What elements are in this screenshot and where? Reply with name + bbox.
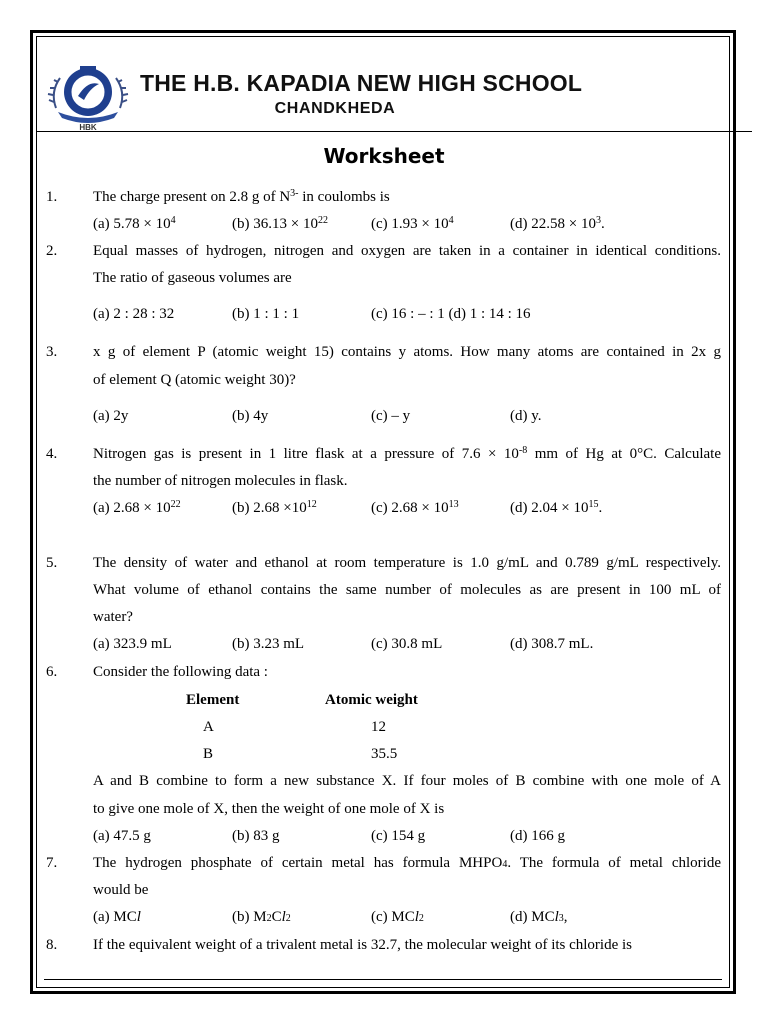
header-divider (36, 131, 752, 132)
q5-option-a: (a) 323.9 mL (93, 636, 172, 652)
q4-number: 4. (46, 446, 58, 462)
q4-option-b: (b) $2.68 \times 10^{12}$ (232, 499, 317, 516)
q7-number: 7. (46, 855, 58, 871)
school-name: THE H.B. KAPADIA NEW HIGH SCHOOL (140, 70, 583, 96)
logo-text: HBK (79, 123, 97, 132)
q3-option-b: (b) 4y (232, 408, 269, 424)
q5-text-line2: What volume of ethanol contains the same number of molecules as are present in 100 mL of (93, 582, 721, 598)
q6-option-b: (b) 83 g (232, 828, 280, 844)
q7-option-a: (a) MCl (93, 909, 141, 925)
page-title: Worksheet (323, 144, 445, 168)
q8-number: 8. (46, 937, 58, 953)
q6-number: 6. (46, 664, 58, 680)
q1-option-b: (b) $36.13 \times 10^{22}$ (232, 215, 328, 232)
q2-text-line1: Equal masses of hydrogen, nitrogen and oxygen are taken in a container in identical conditions. (93, 243, 721, 259)
q2-text-line2: The ratio of gaseous volumes are (93, 270, 292, 286)
q5-text-line1: The density of water and ethanol at room temperature is 1.0 g/mL and 0.789 g/mL respectively. (93, 555, 721, 571)
q8-text-line1: If the equivalent weight of a trivalent metal is 32.7, the molecular weight of its chloride is (93, 937, 633, 953)
q4-option-a: (a) $2.68 \times 10^{22}$ (93, 499, 181, 516)
q1-number: 1. (46, 189, 58, 205)
q6-option-d: (d) 166 g (510, 828, 565, 844)
q5-option-b: (b) 3.23 mL (232, 636, 305, 652)
q6-table-header-element: Element (186, 692, 240, 708)
q7-option-d: (d) MCl$_3$, (510, 909, 568, 925)
q6-text-line2: to give one mole of X, then the weight of one mole of X is (93, 801, 445, 817)
q6-table-header-weight: Atomic weight (325, 692, 418, 708)
q7-option-c: (c) MCl$_2$ (371, 909, 424, 925)
q4-text-line1: Nitrogen gas is present in 1 litre flask at a pressure of $7.6 \times 10^{-8}$ mm of Hg at 0°C. Calculate (93, 445, 721, 462)
q7-text-line2: would be (93, 882, 149, 898)
q3-number: 3. (46, 344, 58, 360)
q4-text-line2: the number of nitrogen molecules in flask. (93, 473, 348, 489)
q2-number: 2. (46, 243, 58, 259)
q5-text-line3: water? (93, 609, 133, 625)
q7-text-line1: The hydrogen phosphate of certain metal has formula $MHPO_4$. The formula of metal chloride (93, 855, 721, 871)
q3-option-c: (c) – y (371, 408, 411, 424)
footer-divider (44, 979, 722, 980)
q6-table-cell-weight: 35.5 (371, 746, 398, 762)
q3-option-d: (d) y. (510, 408, 542, 424)
q3-text-line2: of element Q (atomic weight 30)? (93, 372, 296, 388)
q2-option-a: (a) 2 : 28 : 32 (93, 306, 175, 322)
q2-option-b: (b) 1 : 1 : 1 (232, 306, 300, 322)
q3-text-line1: x g of element P (atomic weight 15) contains y atoms. How many atoms are contained in 2x g (93, 344, 721, 360)
q6-intro: Consider the following data : (93, 664, 268, 680)
q5-number: 5. (46, 555, 58, 571)
school-city: CHANDKHEDA (274, 100, 396, 117)
q5-option-d: (d) 308.7 mL. (510, 636, 594, 652)
q1-text: The charge present on 2.8 g of $N^{3-}$ in coulombs is (93, 188, 390, 205)
q5-option-c: (c) 30.8 mL (371, 636, 443, 652)
q1-option-c: (c) $1.93 \times 10^4$ (371, 215, 454, 232)
q4-option-c: (c) $2.68 \times 10^{13}$ (371, 499, 459, 516)
q4-option-d: (d) $2.04 \times 10^{15}$. (510, 499, 603, 516)
q6-option-c: (c) 154 g (371, 828, 426, 844)
q6-table-cell-element: A (203, 719, 214, 735)
q7-option-b: (b) $M_2Cl_2$ (232, 909, 291, 925)
q2-option-c-d: (c) 16 : – : 1 (d) 1 : 14 : 16 (371, 306, 531, 322)
q3-option-a: (a) 2y (93, 408, 129, 424)
q6-table-cell-element: B (203, 746, 214, 762)
q1-option-d: (d) $22.58 \times 10^3$. (510, 215, 605, 232)
school-logo (44, 62, 132, 132)
q6-option-a: (a) 47.5 g (93, 828, 151, 844)
q1-option-a: (a) $5.78 \times 10^4$ (93, 215, 176, 232)
q6-table-cell-weight: 12 (371, 719, 386, 735)
q6-text-line1: A and B combine to form a new substance X. If four moles of B combine with one mole of A (93, 773, 721, 789)
